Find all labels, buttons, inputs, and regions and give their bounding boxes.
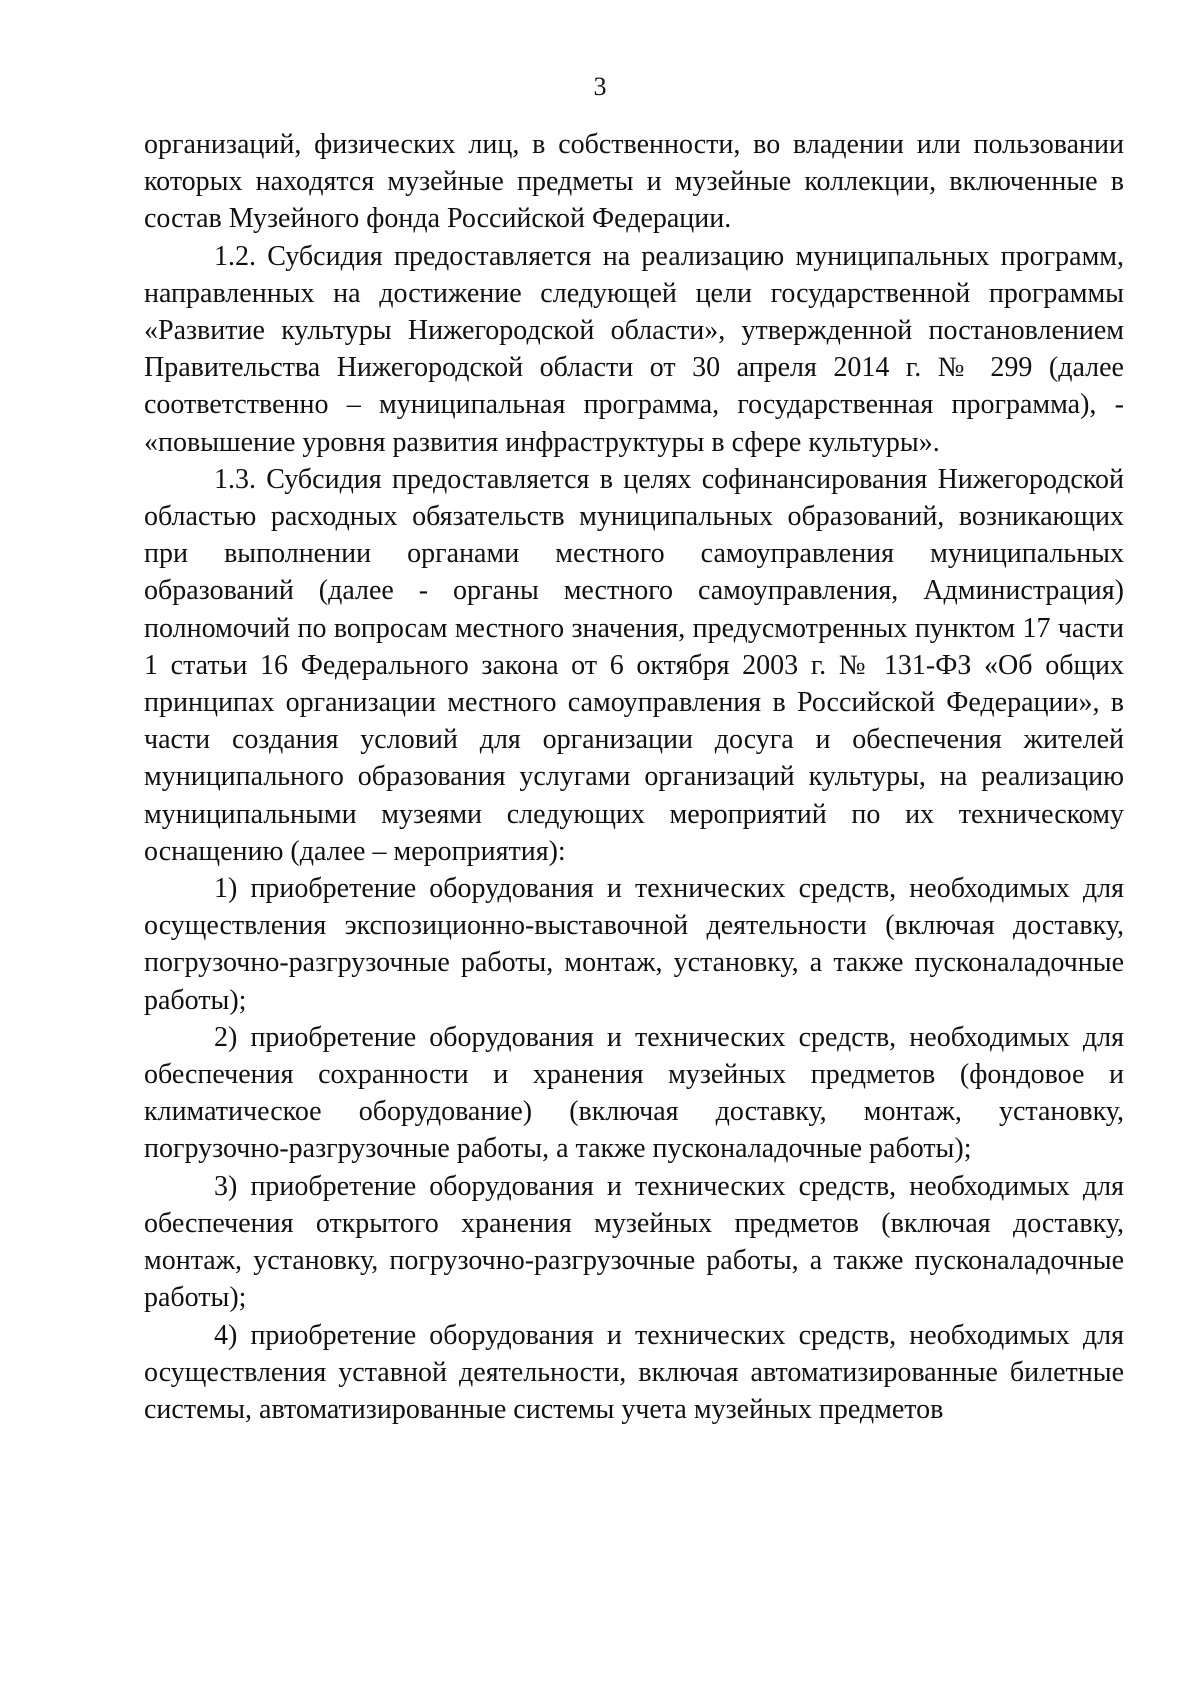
- list-item-4: 4) приобретение оборудования и технических средств, необходимых для осуществления уставной деятельности, включая автоматизированные билетные системы, автоматизированные системы учета музейных предметов: [144, 1319, 1124, 1425]
- list-item-3: 3) приобретение оборудования и технических средств, необходимых для обеспечения открытого хранения музейных предметов (включая доставку, монтаж, установку, погрузочно-разгрузочные работы, а также пусконаладочные работы);: [144, 1170, 1124, 1314]
- paragraph-1-3: 1.3. Субсидия предоставляется в целях софинансирования Нижегородской областью расходных обязательств муниципальных образований, возникающих при выполнении органами местного самоуправления муниципальных образований (далее - органы местного самоуправления, Администрация) полномочий по вопросам местного значения, предусмотренных пунктом 17 части 1 статьи 16 Федерального закона от 6 октября 2003 г. № 131-ФЗ «Об общих принципах организации местного самоуправления в Российской Федерации», в части создания условий для организации досуга и обеспечения жителей муниципального образования услугами организаций культуры, на реализацию муниципальными музеями следующих мероприятий по их техническому оснащению (далее – мероприятия):: [144, 463, 1124, 867]
- document-body: [144, 126, 1124, 1428]
- paragraph-1-2: 1.2. Субсидия предоставляется на реализацию муниципальных программ, направленных на достижение следующей цели государственной программы «Развитие культуры Нижегородской области», утвержденной постановлением Правительства Нижегородской области от 30 апреля 2014 г. № 299 (далее соответственно – муниципальная программа, государственная программа), - «повышение уровня развития инфраструктуры в сфере культуры».: [144, 240, 1124, 458]
- page-number: 3: [593, 72, 607, 101]
- paragraph-continuation: организаций, физических лиц, в собственности, во владении или пользовании которых находятся музейные предметы и музейные коллекции, включенные в состав Музейного фонда Российской Федерации.: [144, 129, 1124, 235]
- list-item-1: 1) приобретение оборудования и технических средств, необходимых для осуществления экспозиционно-выставочной деятельности (включая доставку, погрузочно-разгрузочные работы, монтаж, установку, а также пусконаладочные работы);: [144, 873, 1124, 1016]
- list-item-2: 2) приобретение оборудования и технических средств, необходимых для обеспечения сохранности и хранения музейных предметов (фондовое и климатическое оборудование) (включая доставку, монтаж, установку, погрузочно-разгрузочные работы, а также пусконаладочные работы);: [144, 1021, 1124, 1165]
